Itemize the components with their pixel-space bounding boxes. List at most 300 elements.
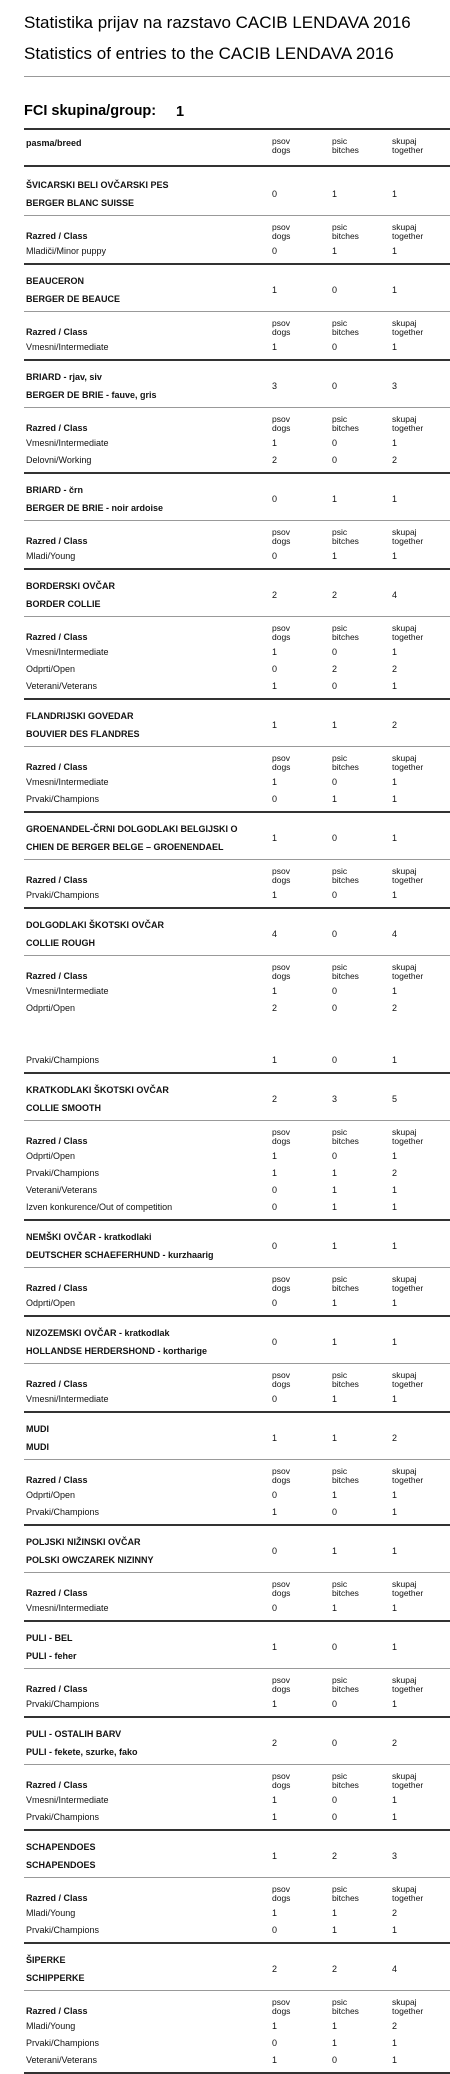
class-row-name: Prvaki/Champions	[26, 1925, 100, 1935]
breed-total-count: 3	[392, 381, 398, 391]
class-bitches-header-si: psic	[332, 318, 348, 328]
class-row-dogs: 1	[272, 1151, 278, 1161]
class-bitches-header	[332, 223, 359, 241]
title-slovene: Statistika prijav na razstavo CACIB LENDAVA 2016	[24, 13, 411, 32]
class-row-dogs: 1	[272, 1168, 278, 1178]
breed-name-en: BERGER DE BEAUCE	[26, 294, 121, 304]
class-row-name: Odprti/Open	[26, 664, 76, 674]
class-dogs-header-si: psov	[272, 414, 290, 424]
breed-name-si: FLANDRIJSKI GOVEDAR	[26, 711, 134, 721]
class-bitches-header-en: bitches	[332, 762, 359, 772]
breed-section-end-rule	[24, 1411, 450, 1413]
class-header-label: Razred / Class	[26, 423, 88, 433]
class-bitches-header	[332, 1371, 359, 1389]
class-row-bitches: 0	[332, 1812, 338, 1822]
class-bitches-header	[332, 754, 359, 772]
breed-dogs-count: 0	[272, 1241, 278, 1251]
breed-bitches-count: 1	[332, 1337, 338, 1347]
class-dogs-header-si: psov	[272, 1884, 290, 1894]
class-bitches-header	[332, 1676, 359, 1694]
breed-name-en: SCHIPPERKE	[26, 1973, 85, 1983]
class-total-header-en: together	[392, 1136, 424, 1146]
breed-section-end-rule	[24, 1072, 450, 1074]
class-total-header-si: skupaj	[392, 962, 417, 972]
class-row-name: Vmesni/Intermediate	[26, 438, 109, 448]
class-bitches-header-en: bitches	[332, 1780, 359, 1790]
breed-divider	[24, 1668, 450, 1669]
class-row-bitches: 0	[332, 1699, 338, 1709]
class-bitches-header	[332, 1998, 359, 2016]
class-row-total: 1	[392, 1185, 398, 1195]
class-bitches-header-si: psic	[332, 1370, 348, 1380]
class-row-dogs: 1	[272, 890, 278, 900]
breed-bitches-count: 0	[332, 285, 338, 295]
class-row-dogs: 0	[272, 246, 278, 256]
class-row-dogs: 1	[272, 1507, 278, 1517]
class-header-label: Razred / Class	[26, 1379, 88, 1389]
class-header-label: Razred / Class	[26, 536, 88, 546]
class-total-header-si: skupaj	[392, 318, 417, 328]
class-bitches-header-si: psic	[332, 1884, 348, 1894]
class-dogs-header	[272, 1676, 290, 1694]
class-row-name: Odprti/Open	[26, 1298, 76, 1308]
class-bitches-header	[332, 528, 359, 546]
class-total-header-si: skupaj	[392, 1884, 417, 1894]
class-row-dogs: 0	[272, 551, 278, 561]
class-row-dogs: 1	[272, 647, 278, 657]
class-row-name: Odprti/Open	[26, 1490, 76, 1500]
class-row-name: Vmesni/Intermediate	[26, 1795, 109, 1805]
breed-total-count: 2	[392, 1433, 398, 1443]
class-header-label: Razred / Class	[26, 1283, 88, 1293]
breed-divider	[24, 859, 450, 860]
class-dogs-header	[272, 1275, 290, 1293]
dogs-header-si: psov	[272, 136, 290, 146]
class-dogs-header	[272, 867, 290, 885]
class-dogs-header	[272, 415, 290, 433]
class-header-label: Razred / Class	[26, 762, 88, 772]
title-english: Statistics of entries to the CACIB LENDAVA 2016	[24, 44, 394, 63]
class-row-dogs: 1	[272, 777, 278, 787]
class-bitches-header-en: bitches	[332, 1283, 359, 1293]
breed-dogs-count: 2	[272, 590, 278, 600]
class-row-total: 1	[392, 246, 398, 256]
class-total-header	[392, 1467, 423, 1485]
class-row-dogs: 1	[272, 2021, 278, 2031]
class-row-dogs: 0	[272, 2038, 278, 2048]
class-row-bitches: 0	[332, 342, 338, 352]
class-header-label: Razred / Class	[26, 1136, 88, 1146]
class-row-bitches: 1	[332, 1185, 338, 1195]
class-row-name: Vmesni/Intermediate	[26, 1394, 109, 1404]
breed-dogs-count: 2	[272, 1094, 278, 1104]
class-bitches-header-si: psic	[332, 962, 348, 972]
class-bitches-header	[332, 1128, 359, 1146]
class-bitches-header	[332, 963, 359, 981]
class-total-header-si: skupaj	[392, 1274, 417, 1284]
breed-name-en: BERGER DE BRIE - noir ardoise	[26, 503, 164, 513]
class-row-dogs: 1	[272, 1908, 278, 1918]
breed-name-en: BOUVIER DES FLANDRES	[26, 729, 140, 739]
breed-bitches-count: 1	[332, 1546, 338, 1556]
class-total-header-en: together	[392, 423, 424, 433]
class-row-total: 2	[392, 2021, 398, 2031]
bitches-header-en: bitches	[332, 145, 359, 155]
breed-bitches-count: 0	[332, 381, 338, 391]
class-row-total: 1	[392, 1603, 398, 1613]
class-row-name: Prvaki/Champions	[26, 890, 100, 900]
class-total-header-si: skupaj	[392, 753, 417, 763]
class-bitches-header-en: bitches	[332, 632, 359, 642]
class-bitches-header-en: bitches	[332, 1893, 359, 1903]
breed-section-end-rule	[24, 1716, 450, 1718]
class-row-name: Prvaki/Champions	[26, 1507, 100, 1517]
class-dogs-header-en: dogs	[272, 1684, 291, 1694]
class-header-label: Razred / Class	[26, 1588, 88, 1598]
class-row-name: Prvaki/Champions	[26, 1812, 100, 1822]
breed-dogs-count: 1	[272, 1851, 278, 1861]
class-bitches-header-en: bitches	[332, 2006, 359, 2016]
breed-bitches-count: 3	[332, 1094, 338, 1104]
class-dogs-header	[272, 1885, 290, 1903]
group-number: 1	[176, 104, 185, 120]
class-total-header-si: skupaj	[392, 1675, 417, 1685]
class-total-header-si: skupaj	[392, 414, 417, 424]
class-dogs-header-si: psov	[272, 1997, 290, 2007]
class-total-header-en: together	[392, 1475, 424, 1485]
class-dogs-header-en: dogs	[272, 1893, 291, 1903]
breed-name-en: PULI - feher	[26, 1651, 77, 1661]
breed-name-en: COLLIE SMOOTH	[26, 1103, 101, 1113]
breed-name-en: BERGER BLANC SUISSE	[26, 198, 135, 208]
breed-dogs-count: 1	[272, 720, 278, 730]
class-total-header	[392, 415, 423, 433]
class-row-name: Veterani/Veterans	[26, 681, 98, 691]
class-row-name: Prvaki/Champions	[26, 2038, 100, 2048]
class-bitches-header-si: psic	[332, 753, 348, 763]
class-row-bitches: 0	[332, 1003, 338, 1013]
breed-section-end-rule	[24, 263, 450, 265]
breed-name-si: MUDI	[26, 1424, 49, 1434]
class-total-header-en: together	[392, 1283, 424, 1293]
class-dogs-header	[272, 963, 290, 981]
class-dogs-header	[272, 528, 290, 546]
class-dogs-header-en: dogs	[272, 1475, 291, 1485]
breed-name-si: DOLGODLAKI ŠKOTSKI OVČAR	[26, 920, 165, 930]
class-dogs-header	[272, 1998, 290, 2016]
class-dogs-header-en: dogs	[272, 327, 291, 337]
breed-section-end-rule	[24, 1524, 450, 1526]
class-dogs-header-si: psov	[272, 1579, 290, 1589]
class-row-name: Mladi/Young	[26, 551, 76, 561]
class-total-header-en: together	[392, 1780, 424, 1790]
class-total-header-si: skupaj	[392, 623, 417, 633]
class-bitches-header-en: bitches	[332, 423, 359, 433]
breed-dogs-count: 0	[272, 1546, 278, 1556]
class-row-total: 2	[392, 664, 398, 674]
class-bitches-header-en: bitches	[332, 1136, 359, 1146]
class-dogs-header-en: dogs	[272, 1136, 291, 1146]
breed-total-count: 1	[392, 1546, 398, 1556]
class-bitches-header	[332, 624, 359, 642]
class-dogs-header-en: dogs	[272, 1780, 291, 1790]
class-header-label: Razred / Class	[26, 1475, 88, 1485]
breed-dogs-count: 0	[272, 1337, 278, 1347]
class-bitches-header-si: psic	[332, 1466, 348, 1476]
class-bitches-header	[332, 415, 359, 433]
breed-section-end-rule	[24, 568, 450, 570]
class-row-bitches: 1	[332, 551, 338, 561]
class-bitches-header-en: bitches	[332, 875, 359, 885]
class-total-header	[392, 1998, 423, 2016]
breed-section-end-rule	[24, 811, 450, 813]
class-dogs-header-en: dogs	[272, 971, 291, 981]
class-row-bitches: 0	[332, 1507, 338, 1517]
class-dogs-header	[272, 754, 290, 772]
breed-dogs-count: 1	[272, 1642, 278, 1652]
class-dogs-header	[272, 1772, 290, 1790]
class-total-header-en: together	[392, 762, 424, 772]
class-row-bitches: 1	[332, 1394, 338, 1404]
class-total-header	[392, 1275, 423, 1293]
class-bitches-header-si: psic	[332, 527, 348, 537]
breed-name-si: BRIARD - črn	[26, 485, 84, 495]
class-dogs-header	[272, 1371, 290, 1389]
class-row-dogs: 0	[272, 1603, 278, 1613]
dogs-column-header	[272, 137, 290, 155]
class-total-header-en: together	[392, 632, 424, 642]
class-row-total: 1	[392, 438, 398, 448]
breed-dogs-count: 3	[272, 381, 278, 391]
class-bitches-header-si: psic	[332, 222, 348, 232]
class-row-dogs: 1	[272, 1055, 278, 1065]
class-row-total: 1	[392, 794, 398, 804]
class-bitches-header-si: psic	[332, 1675, 348, 1685]
class-total-header	[392, 1772, 423, 1790]
class-dogs-header-en: dogs	[272, 231, 291, 241]
class-row-bitches: 1	[332, 2021, 338, 2031]
bitches-header-si: psic	[332, 136, 348, 146]
class-row-name: Prvaki/Champions	[26, 1168, 100, 1178]
class-row-name: Odprti/Open	[26, 1003, 76, 1013]
breed-total-count: 2	[392, 1738, 398, 1748]
class-total-header-en: together	[392, 1684, 424, 1694]
class-row-name: Vmesni/Intermediate	[26, 986, 109, 996]
class-row-name: Vmesni/Intermediate	[26, 1603, 109, 1613]
breed-divider	[24, 746, 450, 747]
class-total-header	[392, 1371, 423, 1389]
breed-name-si: PULI - OSTALIH BARV	[26, 1729, 122, 1739]
breed-dogs-count: 4	[272, 929, 278, 939]
class-row-name: Mladi/Young	[26, 1908, 76, 1918]
class-bitches-header-si: psic	[332, 866, 348, 876]
breed-section-end-rule	[24, 1620, 450, 1622]
class-row-name: Vmesni/Intermediate	[26, 777, 109, 787]
breed-total-count: 1	[392, 285, 398, 295]
breed-section-end-rule	[24, 907, 450, 909]
class-row-total: 1	[392, 1394, 398, 1404]
breed-bitches-count: 0	[332, 1642, 338, 1652]
class-row-total: 1	[392, 1055, 398, 1065]
class-total-header-en: together	[392, 1379, 424, 1389]
breed-name-si: POLJSKI NIŽINSKI OVČAR	[26, 1537, 141, 1547]
breed-name-si: ŠVICARSKI BELI OVČARSKI PES	[26, 180, 169, 190]
class-row-bitches: 0	[332, 1795, 338, 1805]
dogs-header-en: dogs	[272, 145, 291, 155]
class-row-total: 1	[392, 551, 398, 561]
class-row-dogs: 0	[272, 1394, 278, 1404]
class-row-name: Izven konkurence/Out of competition	[26, 1202, 173, 1212]
class-row-bitches: 1	[332, 1202, 338, 1212]
breed-total-count: 1	[392, 1642, 398, 1652]
class-row-total: 1	[392, 1812, 398, 1822]
breed-bitches-count: 1	[332, 720, 338, 730]
breed-divider	[24, 1363, 450, 1364]
class-dogs-header-en: dogs	[272, 2006, 291, 2016]
class-total-header-si: skupaj	[392, 222, 417, 232]
class-row-bitches: 1	[332, 2038, 338, 2048]
class-total-header-en: together	[392, 536, 424, 546]
class-row-name: Prvaki/Champions	[26, 1055, 100, 1065]
class-bitches-header-en: bitches	[332, 1379, 359, 1389]
breed-name-si: SCHAPENDOES	[26, 1842, 96, 1852]
class-row-bitches: 2	[332, 664, 338, 674]
class-row-dogs: 1	[272, 342, 278, 352]
class-header-label: Razred / Class	[26, 2006, 88, 2016]
class-dogs-header	[272, 1467, 290, 1485]
class-dogs-header-si: psov	[272, 1466, 290, 1476]
class-total-header	[392, 528, 423, 546]
class-bitches-header	[332, 1885, 359, 1903]
class-row-bitches: 0	[332, 647, 338, 657]
class-bitches-header-si: psic	[332, 623, 348, 633]
breed-divider	[24, 1120, 450, 1121]
class-bitches-header-si: psic	[332, 1274, 348, 1284]
class-header-label: Razred / Class	[26, 327, 88, 337]
breed-divider	[24, 520, 450, 521]
breed-section-end-rule	[24, 1829, 450, 1831]
title-divider	[24, 76, 450, 77]
class-row-total: 1	[392, 1795, 398, 1805]
class-row-total: 1	[392, 1298, 398, 1308]
class-bitches-header-en: bitches	[332, 327, 359, 337]
class-total-header-en: together	[392, 971, 424, 981]
class-bitches-header-si: psic	[332, 1127, 348, 1137]
class-total-header-si: skupaj	[392, 1997, 417, 2007]
class-row-total: 1	[392, 1699, 398, 1709]
class-row-bitches: 1	[332, 1908, 338, 1918]
class-row-dogs: 1	[272, 681, 278, 691]
breed-section-end-rule	[24, 359, 450, 361]
class-row-name: Prvaki/Champions	[26, 1699, 100, 1709]
breed-name-en: HOLLANDSE HERDERSHOND - kortharige	[26, 1346, 208, 1356]
breed-divider	[24, 1877, 450, 1878]
class-dogs-header-si: psov	[272, 753, 290, 763]
class-row-total: 2	[392, 455, 398, 465]
breed-total-count: 5	[392, 1094, 398, 1104]
class-total-header-en: together	[392, 327, 424, 337]
class-row-total: 1	[392, 777, 398, 787]
class-row-bitches: 0	[332, 1151, 338, 1161]
class-bitches-header	[332, 319, 359, 337]
class-dogs-header	[272, 223, 290, 241]
class-row-bitches: 0	[332, 438, 338, 448]
breed-bitches-count: 2	[332, 590, 338, 600]
breed-name-en: PULI - fekete, szurke, fako	[26, 1747, 138, 1757]
breed-name-si: ŠIPERKE	[26, 1955, 66, 1965]
class-row-total: 1	[392, 681, 398, 691]
class-bitches-header-en: bitches	[332, 1588, 359, 1598]
class-total-header	[392, 1676, 423, 1694]
breed-total-count: 1	[392, 1241, 398, 1251]
breed-divider	[24, 407, 450, 408]
class-row-total: 1	[392, 1151, 398, 1161]
class-header-label: Razred / Class	[26, 875, 88, 885]
breed-bitches-count: 1	[332, 1433, 338, 1443]
class-row-total: 1	[392, 1490, 398, 1500]
breed-dogs-count: 2	[272, 1964, 278, 1974]
class-total-header-en: together	[392, 1893, 424, 1903]
breed-section-end-rule	[24, 1315, 450, 1317]
total-header-si: skupaj	[392, 136, 417, 146]
class-total-header-si: skupaj	[392, 1127, 417, 1137]
breed-name-en: COLLIE ROUGH	[26, 938, 95, 948]
group-label: FCI skupina/group:	[24, 103, 157, 119]
breed-divider	[24, 1764, 450, 1765]
breed-name-si: PULI - BEL	[26, 1633, 73, 1643]
class-row-dogs: 0	[272, 1925, 278, 1935]
class-dogs-header-si: psov	[272, 962, 290, 972]
class-dogs-header-si: psov	[272, 318, 290, 328]
class-dogs-header-si: psov	[272, 222, 290, 232]
breed-total-count: 1	[392, 494, 398, 504]
class-row-total: 1	[392, 2055, 398, 2065]
class-bitches-header-si: psic	[332, 1997, 348, 2007]
class-dogs-header-si: psov	[272, 1675, 290, 1685]
total-column-header	[392, 137, 423, 155]
class-row-dogs: 0	[272, 794, 278, 804]
breed-dogs-count: 1	[272, 285, 278, 295]
breed-total-count: 3	[392, 1851, 398, 1861]
class-row-name: Odprti/Open	[26, 1151, 76, 1161]
class-row-dogs: 2	[272, 1003, 278, 1013]
class-row-dogs: 1	[272, 986, 278, 996]
class-bitches-header-en: bitches	[332, 536, 359, 546]
breed-total-count: 4	[392, 1964, 398, 1974]
class-dogs-header-si: psov	[272, 1370, 290, 1380]
class-row-total: 1	[392, 342, 398, 352]
class-row-dogs: 1	[272, 1812, 278, 1822]
class-total-header-si: skupaj	[392, 866, 417, 876]
class-dogs-header-en: dogs	[272, 1283, 291, 1293]
breed-total-count: 2	[392, 720, 398, 730]
breed-dogs-count: 1	[272, 833, 278, 843]
class-dogs-header-en: dogs	[272, 762, 291, 772]
class-row-bitches: 0	[332, 890, 338, 900]
breed-name-si: GROENANDEL-ČRNI DOLGODLAKI BELGIJSKI O	[26, 824, 238, 834]
breed-name-en: CHIEN DE BERGER BELGE – GROENENDAEL	[26, 842, 224, 852]
class-dogs-header	[272, 1580, 290, 1598]
breed-divider	[24, 955, 450, 956]
breed-dogs-count: 1	[272, 1433, 278, 1443]
class-dogs-header-en: dogs	[272, 632, 291, 642]
breed-name-si: NIZOZEMSKI OVČAR - kratkodlak	[26, 1328, 170, 1338]
breed-section-end-rule	[24, 1219, 450, 1221]
class-total-header-en: together	[392, 875, 424, 885]
breed-section-end-rule	[24, 472, 450, 474]
class-row-bitches: 0	[332, 1055, 338, 1065]
class-header-label: Razred / Class	[26, 231, 88, 241]
